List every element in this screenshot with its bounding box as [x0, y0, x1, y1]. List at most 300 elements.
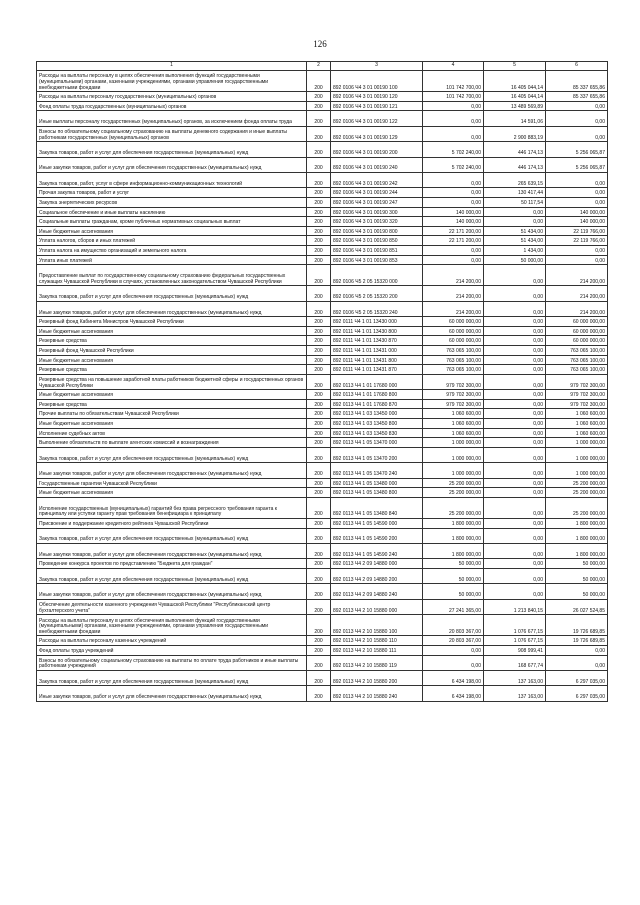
line-code: 200 [307, 355, 331, 365]
row-name: Закупка товаров, работ и услуг для обеспечения государственных (муниципальных) нужд [37, 569, 307, 584]
line-code: 200 [307, 447, 331, 462]
row-name: Взносы по обязательному социальному страхованию на выплаты по оплате труда работников и иные выплаты работникам учреждений [37, 655, 307, 670]
table-row [37, 317, 608, 327]
budget-classification-code: 892 0111 Ч4 1 01 13430 870 [331, 336, 423, 346]
line-code: 200 [307, 245, 331, 255]
approved-amount: 1 060 600,00 [423, 409, 484, 419]
line-code: 200 [307, 528, 331, 543]
budget-classification-code: 892 0111 Ч4 1 01 13430 800 [331, 326, 423, 336]
budget-classification-code: 892 0113 Ч4 1 03 13450 000 [331, 409, 423, 419]
line-code: 200 [307, 645, 331, 655]
unexecuted-amount: 25 200 000,00 [546, 488, 608, 498]
executed-amount: 0,00 [484, 447, 546, 462]
executed-amount: 137 163,00 [484, 670, 546, 685]
approved-amount: 25 200 000,00 [423, 488, 484, 498]
line-code: 200 [307, 559, 331, 569]
budget-classification-code: 892 0106 Ч5 2 05 15320 000 [331, 265, 423, 286]
table-row [37, 447, 608, 462]
line-code: 200 [307, 599, 331, 614]
table-row [37, 636, 608, 646]
table-row [37, 255, 608, 265]
unexecuted-amount: 140 000,00 [546, 207, 608, 217]
unexecuted-amount: 50 000,00 [546, 569, 608, 584]
budget-classification-code: 892 0106 Ч4 3 01 00190 242 [331, 172, 423, 187]
line-code: 200 [307, 569, 331, 584]
row-name: Закупка товаров, работ и услуг для обеспечения государственных (муниципальных) нужд [37, 670, 307, 685]
table-row [37, 488, 608, 498]
executed-amount: 0,00 [484, 559, 546, 569]
row-name: Государственные гарантии Чувашской Республики [37, 478, 307, 488]
row-name: Иные закупки товаров, работ и услуг для обеспечения государственных (муниципальных) нужд [37, 157, 307, 172]
table-row [37, 286, 608, 301]
line-code: 200 [307, 265, 331, 286]
approved-amount: 101 742 700,00 [423, 92, 484, 102]
table-row [37, 599, 608, 614]
unexecuted-amount: 5 256 065,87 [546, 142, 608, 157]
table-row [37, 188, 608, 198]
approved-amount: 60 000 000,00 [423, 336, 484, 346]
approved-amount: 979 702 300,00 [423, 374, 484, 389]
row-name: Иные закупки товаров, работ и услуг для обеспечения государственных (муниципальных) нужд [37, 463, 307, 478]
row-name: Иные закупки товаров, работ и услуг для обеспечения государственных (муниципальных) нужд [37, 584, 307, 599]
executed-amount: 0,00 [484, 265, 546, 286]
approved-amount: 27 241 365,00 [423, 599, 484, 614]
approved-amount: 1 000 000,00 [423, 438, 484, 448]
executed-amount: 0,00 [484, 399, 546, 409]
column-header: 1 [37, 62, 307, 71]
line-code: 200 [307, 336, 331, 346]
table-row [37, 528, 608, 543]
executed-amount: 0,00 [484, 217, 546, 227]
unexecuted-amount: 1 800 000,00 [546, 544, 608, 559]
table-row [37, 301, 608, 316]
line-code: 200 [307, 142, 331, 157]
approved-amount: 0,00 [423, 101, 484, 111]
approved-amount: 20 803 367,00 [423, 615, 484, 636]
executed-amount: 1 213 840,15 [484, 599, 546, 614]
unexecuted-amount: 0,00 [546, 188, 608, 198]
unexecuted-amount: 0,00 [546, 255, 608, 265]
row-name: Закупка товаров, работ и услуг для обеспечения государственных (муниципальных) нужд [37, 528, 307, 543]
executed-amount: 168 677,74 [484, 655, 546, 670]
approved-amount: 1 060 600,00 [423, 428, 484, 438]
budget-classification-code: 892 0106 Ч4 3 01 00190 129 [331, 126, 423, 141]
budget-classification-code: 892 0106 Ч4 3 01 00190 851 [331, 245, 423, 255]
executed-amount: 0,00 [484, 326, 546, 336]
line-code: 200 [307, 686, 331, 701]
approved-amount: 25 200 000,00 [423, 478, 484, 488]
executed-amount: 0,00 [484, 317, 546, 327]
table-row [37, 71, 608, 92]
table-header-row [37, 62, 608, 71]
unexecuted-amount: 979 702 300,00 [546, 399, 608, 409]
table-row [37, 111, 608, 126]
table-row [37, 615, 608, 636]
line-code: 200 [307, 255, 331, 265]
budget-classification-code: 892 0106 Ч4 3 01 00190 240 [331, 157, 423, 172]
column-header: 6 [546, 62, 608, 71]
budget-classification-code: 892 0106 Ч4 3 01 00190 120 [331, 92, 423, 102]
budget-classification-code: 892 0111 Ч4 1 01 13430 000 [331, 317, 423, 327]
row-name: Прочие выплаты по обязательствам Чувашской Республики [37, 409, 307, 419]
row-name: Иные выплаты персоналу государственных (муниципальных) органов, за исключением фонда оплаты труда [37, 111, 307, 126]
line-code: 200 [307, 374, 331, 389]
budget-classification-code: 892 0111 Ч4 1 01 13431 000 [331, 345, 423, 355]
approved-amount: 0,00 [423, 645, 484, 655]
approved-amount: 25 200 000,00 [423, 497, 484, 518]
row-name: Резервные средства [37, 399, 307, 409]
executed-amount: 0,00 [484, 569, 546, 584]
table-row [37, 345, 608, 355]
executed-amount: 0,00 [484, 463, 546, 478]
budget-classification-code: 892 0113 Ч4 2 10 15880 110 [331, 636, 423, 646]
budget-classification-code: 892 0106 Ч4 3 01 00190 853 [331, 255, 423, 265]
row-name: Выполнение обязательств по выплате агентских комиссий и вознаграждения [37, 438, 307, 448]
unexecuted-amount: 25 200 000,00 [546, 478, 608, 488]
approved-amount: 6 434 198,00 [423, 670, 484, 685]
approved-amount: 763 065 100,00 [423, 355, 484, 365]
line-code: 200 [307, 226, 331, 236]
unexecuted-amount: 214 200,00 [546, 286, 608, 301]
row-name: Фонд оплаты труда государственных (муниципальных) органов [37, 101, 307, 111]
executed-amount: 0,00 [484, 355, 546, 365]
budget-classification-code: 892 0113 Ч4 1 05 13470 000 [331, 438, 423, 448]
budget-classification-code: 892 0113 Ч4 1 03 13450 800 [331, 419, 423, 429]
approved-amount: 763 065 100,00 [423, 345, 484, 355]
budget-classification-code: 892 0106 Ч4 3 01 00190 300 [331, 207, 423, 217]
table-row [37, 655, 608, 670]
unexecuted-amount: 22 119 766,00 [546, 236, 608, 246]
budget-classification-code: 892 0106 Ч4 3 01 00190 800 [331, 226, 423, 236]
executed-amount: 16 405 044,14 [484, 71, 546, 92]
table-row [37, 157, 608, 172]
row-name: Фонд оплаты труда учреждений [37, 645, 307, 655]
table-row [37, 374, 608, 389]
budget-classification-code: 892 0111 Ч4 1 01 13431 800 [331, 355, 423, 365]
executed-amount: 0,00 [484, 390, 546, 400]
unexecuted-amount: 1 060 600,00 [546, 428, 608, 438]
unexecuted-amount: 1 000 000,00 [546, 463, 608, 478]
table-row [37, 409, 608, 419]
row-name: Резервный фонд Кабинета Министров Чувашской Республики [37, 317, 307, 327]
executed-amount: 0,00 [484, 488, 546, 498]
row-name: Социальные выплаты гражданам, кроме публичных нормативных социальных выплат [37, 217, 307, 227]
line-code: 200 [307, 584, 331, 599]
table-row [37, 197, 608, 207]
row-name: Закупка товаров, работ и услуг для обеспечения государственных (муниципальных) нужд [37, 447, 307, 462]
executed-amount: 1 076 677,15 [484, 636, 546, 646]
approved-amount: 214 200,00 [423, 286, 484, 301]
budget-classification-code: 892 0106 Ч4 3 01 00190 850 [331, 236, 423, 246]
executed-amount: 908 999,41 [484, 645, 546, 655]
approved-amount: 0,00 [423, 126, 484, 141]
unexecuted-amount: 979 702 300,00 [546, 374, 608, 389]
executed-amount: 50 117,54 [484, 197, 546, 207]
row-name: Резервные средства [37, 365, 307, 375]
executed-amount: 1 434,00 [484, 245, 546, 255]
row-name: Уплата налогов, сборов и иных платежей [37, 236, 307, 246]
executed-amount: 0,00 [484, 478, 546, 488]
unexecuted-amount: 0,00 [546, 245, 608, 255]
row-name: Исполнение государственных (муниципальных) гарантий без права регрессного требования гаранта к принципалу или уступки гаранту прав требования бенефициара к принципалу [37, 497, 307, 518]
approved-amount: 60 000 000,00 [423, 326, 484, 336]
executed-amount: 137 163,00 [484, 686, 546, 701]
executed-amount: 0,00 [484, 286, 546, 301]
executed-amount: 0,00 [484, 519, 546, 529]
line-code: 200 [307, 326, 331, 336]
table-row [37, 686, 608, 701]
budget-classification-code: 892 0113 Ч4 2 09 14880 000 [331, 559, 423, 569]
approved-amount: 22 171 200,00 [423, 226, 484, 236]
row-name: Закупка товаров, работ, услуг в сфере информационно-коммуникационных технологий [37, 172, 307, 187]
table-row [37, 326, 608, 336]
line-code: 200 [307, 236, 331, 246]
executed-amount: 0,00 [484, 336, 546, 346]
row-name: Исполнение судебных актов [37, 428, 307, 438]
budget-classification-code: 892 0113 Ч4 1 05 14590 000 [331, 519, 423, 529]
unexecuted-amount: 0,00 [546, 111, 608, 126]
table-row [37, 390, 608, 400]
row-name: Взносы по обязательному социальному страхованию на выплаты денежного содержания и иные выплаты работникам государственных (муниципальных) органов [37, 126, 307, 141]
executed-amount: 16 405 044,14 [484, 92, 546, 102]
table-row [37, 463, 608, 478]
row-name: Уплата налога на имущество организаций и земельного налога [37, 245, 307, 255]
budget-classification-code: 892 0113 Ч4 1 01 17680 870 [331, 399, 423, 409]
table-row [37, 172, 608, 187]
budget-classification-code: 892 0113 Ч4 1 05 14590 200 [331, 528, 423, 543]
approved-amount: 0,00 [423, 255, 484, 265]
unexecuted-amount: 0,00 [546, 101, 608, 111]
line-code: 200 [307, 207, 331, 217]
table-row [37, 126, 608, 141]
column-header: 4 [423, 62, 484, 71]
row-name: Иные бюджетные ассигнования [37, 226, 307, 236]
line-code: 200 [307, 101, 331, 111]
approved-amount: 1 060 600,00 [423, 419, 484, 429]
budget-classification-code: 892 0111 Ч4 1 01 13431 870 [331, 365, 423, 375]
row-name: Иные закупки товаров, работ и услуг для обеспечения государственных (муниципальных) нужд [37, 544, 307, 559]
column-header: 5 [484, 62, 546, 71]
line-code: 200 [307, 157, 331, 172]
row-name: Присвоение и поддержание кредитного рейтинга Чувашской Республики [37, 519, 307, 529]
approved-amount: 0,00 [423, 655, 484, 670]
line-code: 200 [307, 301, 331, 316]
executed-amount: 0,00 [484, 419, 546, 429]
unexecuted-amount: 0,00 [546, 655, 608, 670]
table-row [37, 438, 608, 448]
line-code: 200 [307, 670, 331, 685]
executed-amount: 0,00 [484, 374, 546, 389]
budget-classification-code: 892 0106 Ч4 3 01 00190 320 [331, 217, 423, 227]
budget-classification-code: 892 0113 Ч4 2 10 15880 240 [331, 686, 423, 701]
unexecuted-amount: 60 000 000,00 [546, 336, 608, 346]
line-code: 200 [307, 399, 331, 409]
unexecuted-amount: 60 000 000,00 [546, 317, 608, 327]
table-row [37, 336, 608, 346]
approved-amount: 6 434 198,00 [423, 686, 484, 701]
approved-amount: 979 702 300,00 [423, 390, 484, 400]
executed-amount: 0,00 [484, 528, 546, 543]
executed-amount: 2 900 883,19 [484, 126, 546, 141]
row-name: Проведение конкурса проектов по представлению "Бюджета для граждан" [37, 559, 307, 569]
row-name: Иные закупки товаров, работ и услуг для обеспечения государственных (муниципальных) нужд [37, 686, 307, 701]
page-number: 126 [313, 39, 327, 49]
row-name: Закупка товаров, работ и услуг для обеспечения государственных (муниципальных) нужд [37, 286, 307, 301]
unexecuted-amount: 6 297 035,00 [546, 686, 608, 701]
table-row [37, 92, 608, 102]
line-code: 200 [307, 497, 331, 518]
budget-classification-code: 892 0106 Ч4 3 01 00190 121 [331, 101, 423, 111]
approved-amount: 50 000,00 [423, 569, 484, 584]
budget-classification-code: 892 0113 Ч4 2 10 15880 100 [331, 615, 423, 636]
row-name: Иные бюджетные ассигнования [37, 488, 307, 498]
row-name: Расходы на выплаты персоналу в целях обеспечения выполнения функций государственными (муниципальными) органами, казенными учреждениями, органами управления государственными внебюджетными фондами [37, 71, 307, 92]
line-code: 200 [307, 217, 331, 227]
budget-classification-code: 892 0106 Ч4 3 01 00190 244 [331, 188, 423, 198]
unexecuted-amount: 25 200 000,00 [546, 497, 608, 518]
approved-amount: 0,00 [423, 197, 484, 207]
executed-amount: 446 174,13 [484, 157, 546, 172]
unexecuted-amount: 19 726 689,85 [546, 636, 608, 646]
executed-amount: 51 434,00 [484, 226, 546, 236]
line-code: 200 [307, 188, 331, 198]
approved-amount: 0,00 [423, 172, 484, 187]
table-row [37, 569, 608, 584]
budget-classification-code: 892 0106 Ч4 3 01 00190 122 [331, 111, 423, 126]
approved-amount: 20 803 367,00 [423, 636, 484, 646]
unexecuted-amount: 60 000 000,00 [546, 326, 608, 336]
executed-amount: 1 076 677,15 [484, 615, 546, 636]
line-code: 200 [307, 478, 331, 488]
budget-classification-code: 892 0113 Ч4 2 10 15880 000 [331, 599, 423, 614]
line-code: 200 [307, 636, 331, 646]
row-name: Расходы на выплаты персоналу государственных (муниципальных) органов [37, 92, 307, 102]
unexecuted-amount: 26 027 524,85 [546, 599, 608, 614]
table-row [37, 142, 608, 157]
table-row [37, 497, 608, 518]
line-code: 200 [307, 544, 331, 559]
budget-classification-code: 892 0106 Ч4 3 01 00190 200 [331, 142, 423, 157]
approved-amount: 140 000,00 [423, 207, 484, 217]
approved-amount: 1 800 000,00 [423, 528, 484, 543]
approved-amount: 101 742 700,00 [423, 71, 484, 92]
approved-amount: 0,00 [423, 111, 484, 126]
approved-amount: 214 200,00 [423, 265, 484, 286]
approved-amount: 1 000 000,00 [423, 447, 484, 462]
unexecuted-amount: 0,00 [546, 197, 608, 207]
line-code: 200 [307, 419, 331, 429]
executed-amount: 130 417,44 [484, 188, 546, 198]
unexecuted-amount: 763 065 100,00 [546, 365, 608, 375]
row-name: Резервные средства на повышение заработной платы работников бюджетной сферы и государственных органов Чувашской Республики [37, 374, 307, 389]
row-name: Иные бюджетные ассигнования [37, 390, 307, 400]
approved-amount: 214 200,00 [423, 301, 484, 316]
unexecuted-amount: 6 297 035,00 [546, 670, 608, 685]
unexecuted-amount: 214 200,00 [546, 301, 608, 316]
unexecuted-amount: 1 060 600,00 [546, 419, 608, 429]
line-code: 200 [307, 111, 331, 126]
row-name: Обеспечение деятельности казенного учреждения Чувашской Республики "Республиканский центр бухгалтерского учета" [37, 599, 307, 614]
table-row [37, 645, 608, 655]
row-name: Иные бюджетные ассигнования [37, 419, 307, 429]
row-name: Иные закупки товаров, работ и услуг для обеспечения государственных (муниципальных) нужд [37, 301, 307, 316]
unexecuted-amount: 5 256 065,87 [546, 157, 608, 172]
unexecuted-amount: 50 000,00 [546, 559, 608, 569]
executed-amount: 14 591,06 [484, 111, 546, 126]
table-row [37, 478, 608, 488]
line-code: 200 [307, 197, 331, 207]
unexecuted-amount: 0,00 [546, 126, 608, 141]
unexecuted-amount: 1 000 000,00 [546, 447, 608, 462]
executed-amount: 0,00 [484, 584, 546, 599]
row-name: Иные бюджетные ассигнования [37, 355, 307, 365]
unexecuted-amount: 214 200,00 [546, 265, 608, 286]
approved-amount: 1 000 000,00 [423, 463, 484, 478]
unexecuted-amount: 0,00 [546, 645, 608, 655]
budget-classification-code: 892 0106 Ч5 2 05 15320 240 [331, 301, 423, 316]
unexecuted-amount: 763 065 100,00 [546, 355, 608, 365]
approved-amount: 0,00 [423, 188, 484, 198]
approved-amount: 5 702 240,00 [423, 142, 484, 157]
executed-amount: 0,00 [484, 409, 546, 419]
budget-classification-code: 892 0113 Ч4 2 10 15880 200 [331, 670, 423, 685]
unexecuted-amount: 85 337 655,86 [546, 71, 608, 92]
unexecuted-amount: 1 060 600,00 [546, 409, 608, 419]
line-code: 200 [307, 126, 331, 141]
line-code: 200 [307, 92, 331, 102]
approved-amount: 1 800 000,00 [423, 519, 484, 529]
line-code: 200 [307, 71, 331, 92]
executed-amount: 446 174,13 [484, 142, 546, 157]
unexecuted-amount: 1 800 000,00 [546, 528, 608, 543]
budget-classification-code: 892 0106 Ч4 3 01 00190 100 [331, 71, 423, 92]
column-header: 3 [331, 62, 423, 71]
budget-classification-code: 892 0113 Ч4 1 05 13480 800 [331, 488, 423, 498]
unexecuted-amount: 0,00 [546, 172, 608, 187]
row-name: Расходы на выплаты персоналу в целях обеспечения выполнения функций государственными (муниципальными) органами, казенными учреждениями, органами управления государственными внебюджетными фондами [37, 615, 307, 636]
budget-classification-code: 892 0106 Ч4 3 01 00190 247 [331, 197, 423, 207]
row-name: Прочая закупка товаров, работ и услуг [37, 188, 307, 198]
table-row [37, 544, 608, 559]
budget-classification-code: 892 0113 Ч4 1 05 13470 240 [331, 463, 423, 478]
table-row [37, 265, 608, 286]
table-row [37, 101, 608, 111]
line-code: 200 [307, 286, 331, 301]
executed-amount: 0,00 [484, 438, 546, 448]
executed-amount: 0,00 [484, 207, 546, 217]
executed-amount: 0,00 [484, 497, 546, 518]
line-code: 200 [307, 317, 331, 327]
executed-amount: 0,00 [484, 365, 546, 375]
column-header: 2 [307, 62, 331, 71]
unexecuted-amount: 979 702 300,00 [546, 390, 608, 400]
table-row [37, 519, 608, 529]
table-row [37, 245, 608, 255]
row-name: Предоставление выплат по государственному социальному страхованию федеральных государственных служащих Чувашской Республики в случаях, установленных законодательством Чувашской Республики [37, 265, 307, 286]
approved-amount: 60 000 000,00 [423, 317, 484, 327]
row-name: Закупка энергетических ресурсов [37, 197, 307, 207]
budget-classification-code: 892 0113 Ч4 1 01 17680 000 [331, 374, 423, 389]
budget-classification-code: 892 0113 Ч4 2 10 15880 119 [331, 655, 423, 670]
budget-classification-code: 892 0113 Ч4 1 05 13480 000 [331, 478, 423, 488]
unexecuted-amount: 1 000 000,00 [546, 438, 608, 448]
unexecuted-amount: 140 000,00 [546, 217, 608, 227]
table-row [37, 559, 608, 569]
table-row [37, 217, 608, 227]
budget-classification-code: 892 0113 Ч4 1 05 14590 240 [331, 544, 423, 559]
row-name: Расходы на выплаты персоналу казенных учреждений [37, 636, 307, 646]
table-row [37, 207, 608, 217]
